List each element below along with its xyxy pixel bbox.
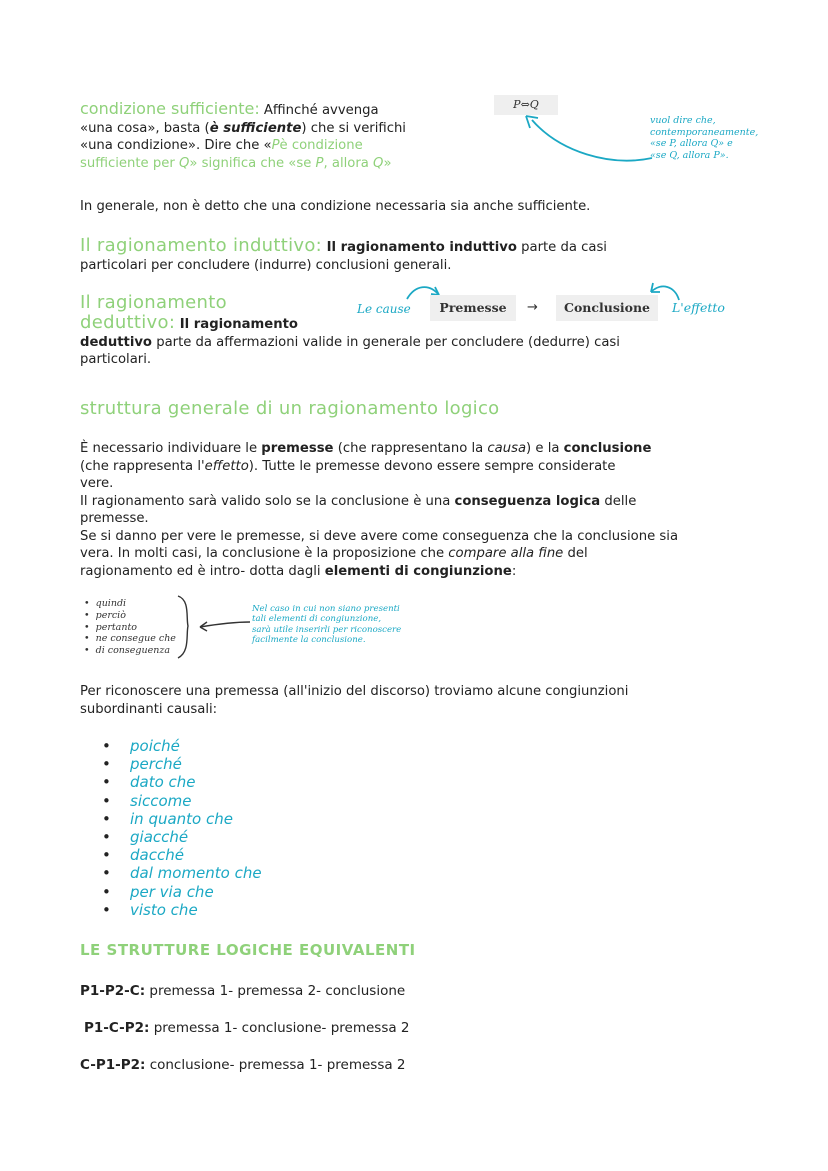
equivalenti-heading: LE STRUTTURE LOGICHE EQUIVALENTI bbox=[80, 941, 416, 959]
struttura-text: È necessario individuare le bbox=[80, 441, 262, 456]
struttura-emph: compare alla fine bbox=[448, 546, 564, 561]
list-item-text: poiché bbox=[130, 737, 180, 755]
list-item: • in quanto che bbox=[102, 809, 233, 828]
pq-box: P⇔Q bbox=[494, 95, 558, 115]
struttura-bold: elementi di congiunzione bbox=[324, 563, 512, 579]
equivalenti-row-3 bbox=[80, 1056, 406, 1074]
deduttivo-text: parte da affermazioni valide in generale per concludere (dedurre) casi bbox=[152, 334, 620, 350]
list-item: • di conseguenza bbox=[84, 645, 176, 657]
list-item-text: perché bbox=[130, 755, 182, 774]
struttura-text: Se si danno per vere le premesse, si deve avere come conseguenza che la conclusione sia bbox=[80, 528, 679, 544]
struttura-bold: conclusione bbox=[563, 441, 652, 456]
list-item: • visto che bbox=[102, 900, 198, 919]
conj-note-line: sarà utile inserirli per riconoscere bbox=[252, 624, 402, 635]
pq-note-line: «se Q, allora P». bbox=[650, 149, 729, 161]
list-item-text: siccome bbox=[130, 791, 192, 810]
struttura-text: premesse. bbox=[80, 511, 149, 526]
struttura-text: delle bbox=[600, 493, 637, 509]
suff-green: è condizione bbox=[279, 138, 363, 153]
suff-text: «una condizione». Dire che « bbox=[80, 138, 272, 153]
premessa-intro-line: Per riconoscere una premessa (all'inizio del discorso) troviamo alcune congiunzioni bbox=[80, 684, 629, 699]
list-item: • quindi bbox=[84, 598, 176, 610]
struttura-bold: conseguenza logica bbox=[454, 493, 601, 509]
conj-note bbox=[252, 604, 401, 646]
causal-conj-list bbox=[102, 737, 262, 919]
equivalenti-row-2 bbox=[84, 1019, 410, 1037]
equivalenti-desc: premessa 1- conclusione- premessa 2 bbox=[149, 1020, 410, 1036]
struttura-text: : bbox=[511, 563, 517, 579]
induttivo-paragraph bbox=[80, 236, 760, 274]
conclusion-conj-list bbox=[84, 598, 176, 657]
list-item-text: giacché bbox=[130, 828, 189, 847]
diagram-conclusione: Conclusione bbox=[556, 295, 658, 321]
conj-note-line: tali elementi di congiunzione, bbox=[252, 614, 382, 625]
deduttivo-term: Il ragionamento bbox=[80, 292, 227, 313]
list-item: • pertanto bbox=[84, 622, 176, 634]
equivalenti-code: P1-C-P2: bbox=[84, 1020, 150, 1036]
premessa-intro bbox=[80, 683, 780, 718]
list-item: • perché bbox=[102, 755, 182, 774]
deduttivo-bold: Il ragionamento bbox=[175, 317, 298, 332]
list-item-text: dacché bbox=[130, 846, 184, 865]
equivalenti-desc: conclusione- premessa 1- premessa 2 bbox=[145, 1057, 406, 1073]
struttura-text: ragionamento ed è intro- dotta dagli bbox=[80, 563, 325, 579]
pq-note-line: contemporaneamente, bbox=[650, 126, 759, 138]
induttivo-text: particolari per concludere (indurre) conclusioni generali. bbox=[80, 257, 452, 273]
deduttivo-text: particolari. bbox=[80, 352, 152, 367]
suff-emph: è sufficiente bbox=[209, 120, 302, 136]
deduttivo-term: deduttivo: bbox=[80, 312, 176, 333]
list-item-text: dal momento che bbox=[130, 864, 262, 883]
induttivo-text: parte da casi bbox=[516, 240, 607, 255]
suff-green: » bbox=[383, 155, 392, 171]
suff-paragraph bbox=[80, 100, 480, 172]
list-item: • ne consegue che bbox=[84, 633, 176, 645]
struttura-text: ) e la bbox=[526, 441, 564, 456]
induttivo-term: Il ragionamento induttivo: bbox=[80, 235, 323, 256]
pq-note-line: «se P, allora Q» e bbox=[650, 138, 733, 150]
conj-note-line: facilmente la conclusione. bbox=[252, 635, 366, 646]
struttura-bold: premesse bbox=[261, 441, 334, 456]
note-arrow-icon bbox=[196, 618, 252, 634]
struttura-text: (che rappresentano la bbox=[333, 441, 488, 456]
list-item: • perciò bbox=[84, 610, 176, 622]
struttura-text: vere. bbox=[80, 476, 114, 491]
list-item-text: per via che bbox=[130, 882, 214, 901]
list-item: • dal momento che bbox=[102, 864, 262, 883]
diagram-arrow: → bbox=[527, 300, 538, 315]
suff-var: P bbox=[315, 155, 324, 171]
general-sentence: In generale, non è detto che una condizione necessaria sia anche sufficiente. bbox=[80, 199, 591, 214]
conj-note-line: Nel caso in cui non siano presenti bbox=[252, 604, 400, 614]
list-item: • giacché bbox=[102, 828, 189, 847]
deduttivo-bold: deduttivo bbox=[80, 334, 152, 350]
list-item-text: in quanto che bbox=[130, 809, 233, 828]
premessa-intro-line: subordinanti causali: bbox=[80, 701, 218, 717]
struttura-emph: causa bbox=[487, 441, 527, 456]
equivalenti-row-1 bbox=[80, 982, 405, 1000]
struttura-heading: struttura generale di un ragionamento logico bbox=[80, 398, 500, 419]
diagram-premesse: Premesse bbox=[430, 295, 516, 321]
diagram-cause: Le cause bbox=[357, 302, 411, 316]
struttura-text: ). Tutte le premesse devono essere sempre considerate bbox=[248, 458, 616, 474]
suff-green: , allora bbox=[323, 155, 374, 171]
suff-term: condizione sufficiente: bbox=[80, 99, 260, 118]
pq-note bbox=[650, 115, 758, 161]
pq-arrow-icon bbox=[520, 112, 660, 167]
diagram-effetto: L'effetto bbox=[672, 300, 725, 315]
list-item: • siccome bbox=[102, 791, 192, 810]
equivalenti-code: C-P1-P2: bbox=[80, 1057, 146, 1073]
list-item: • per via che bbox=[102, 882, 214, 901]
struttura-text: vera. In molti casi, la conclusione è la proposizione che bbox=[80, 546, 449, 561]
suff-text: ) che si verifichi bbox=[301, 120, 406, 136]
induttivo-bold: Il ragionamento induttivo bbox=[322, 240, 517, 255]
suff-var: P bbox=[271, 138, 280, 153]
struttura-paragraph bbox=[80, 440, 780, 580]
struttura-text: (che rappresenta l' bbox=[80, 458, 205, 474]
list-item: • dato che bbox=[102, 773, 196, 792]
suff-text: Affinché avvenga bbox=[259, 103, 379, 118]
equivalenti-code: P1-P2-C: bbox=[80, 983, 146, 999]
list-item: • dacché bbox=[102, 846, 184, 865]
list-item: • poiché bbox=[102, 737, 180, 755]
struttura-text: del bbox=[563, 546, 588, 561]
suff-green: » significa che «se bbox=[189, 155, 316, 171]
list-item-text: visto che bbox=[130, 900, 198, 919]
effect-arrow-icon bbox=[645, 280, 685, 302]
list-item-text: dato che bbox=[130, 773, 196, 792]
struttura-text: Il ragionamento sarà valido solo se la conclusione è una bbox=[80, 493, 455, 509]
suff-var: Q bbox=[373, 155, 384, 171]
pq-note-line: vuol dire che, bbox=[650, 115, 716, 126]
suff-var: Q bbox=[178, 155, 190, 171]
struttura-emph: effetto bbox=[204, 458, 249, 474]
suff-text: «una cosa», basta ( bbox=[80, 120, 210, 136]
suff-green: sufficiente per bbox=[80, 155, 179, 171]
curly-brace-icon bbox=[174, 594, 198, 660]
equivalenti-desc: premessa 1- premessa 2- conclusione bbox=[145, 983, 406, 999]
